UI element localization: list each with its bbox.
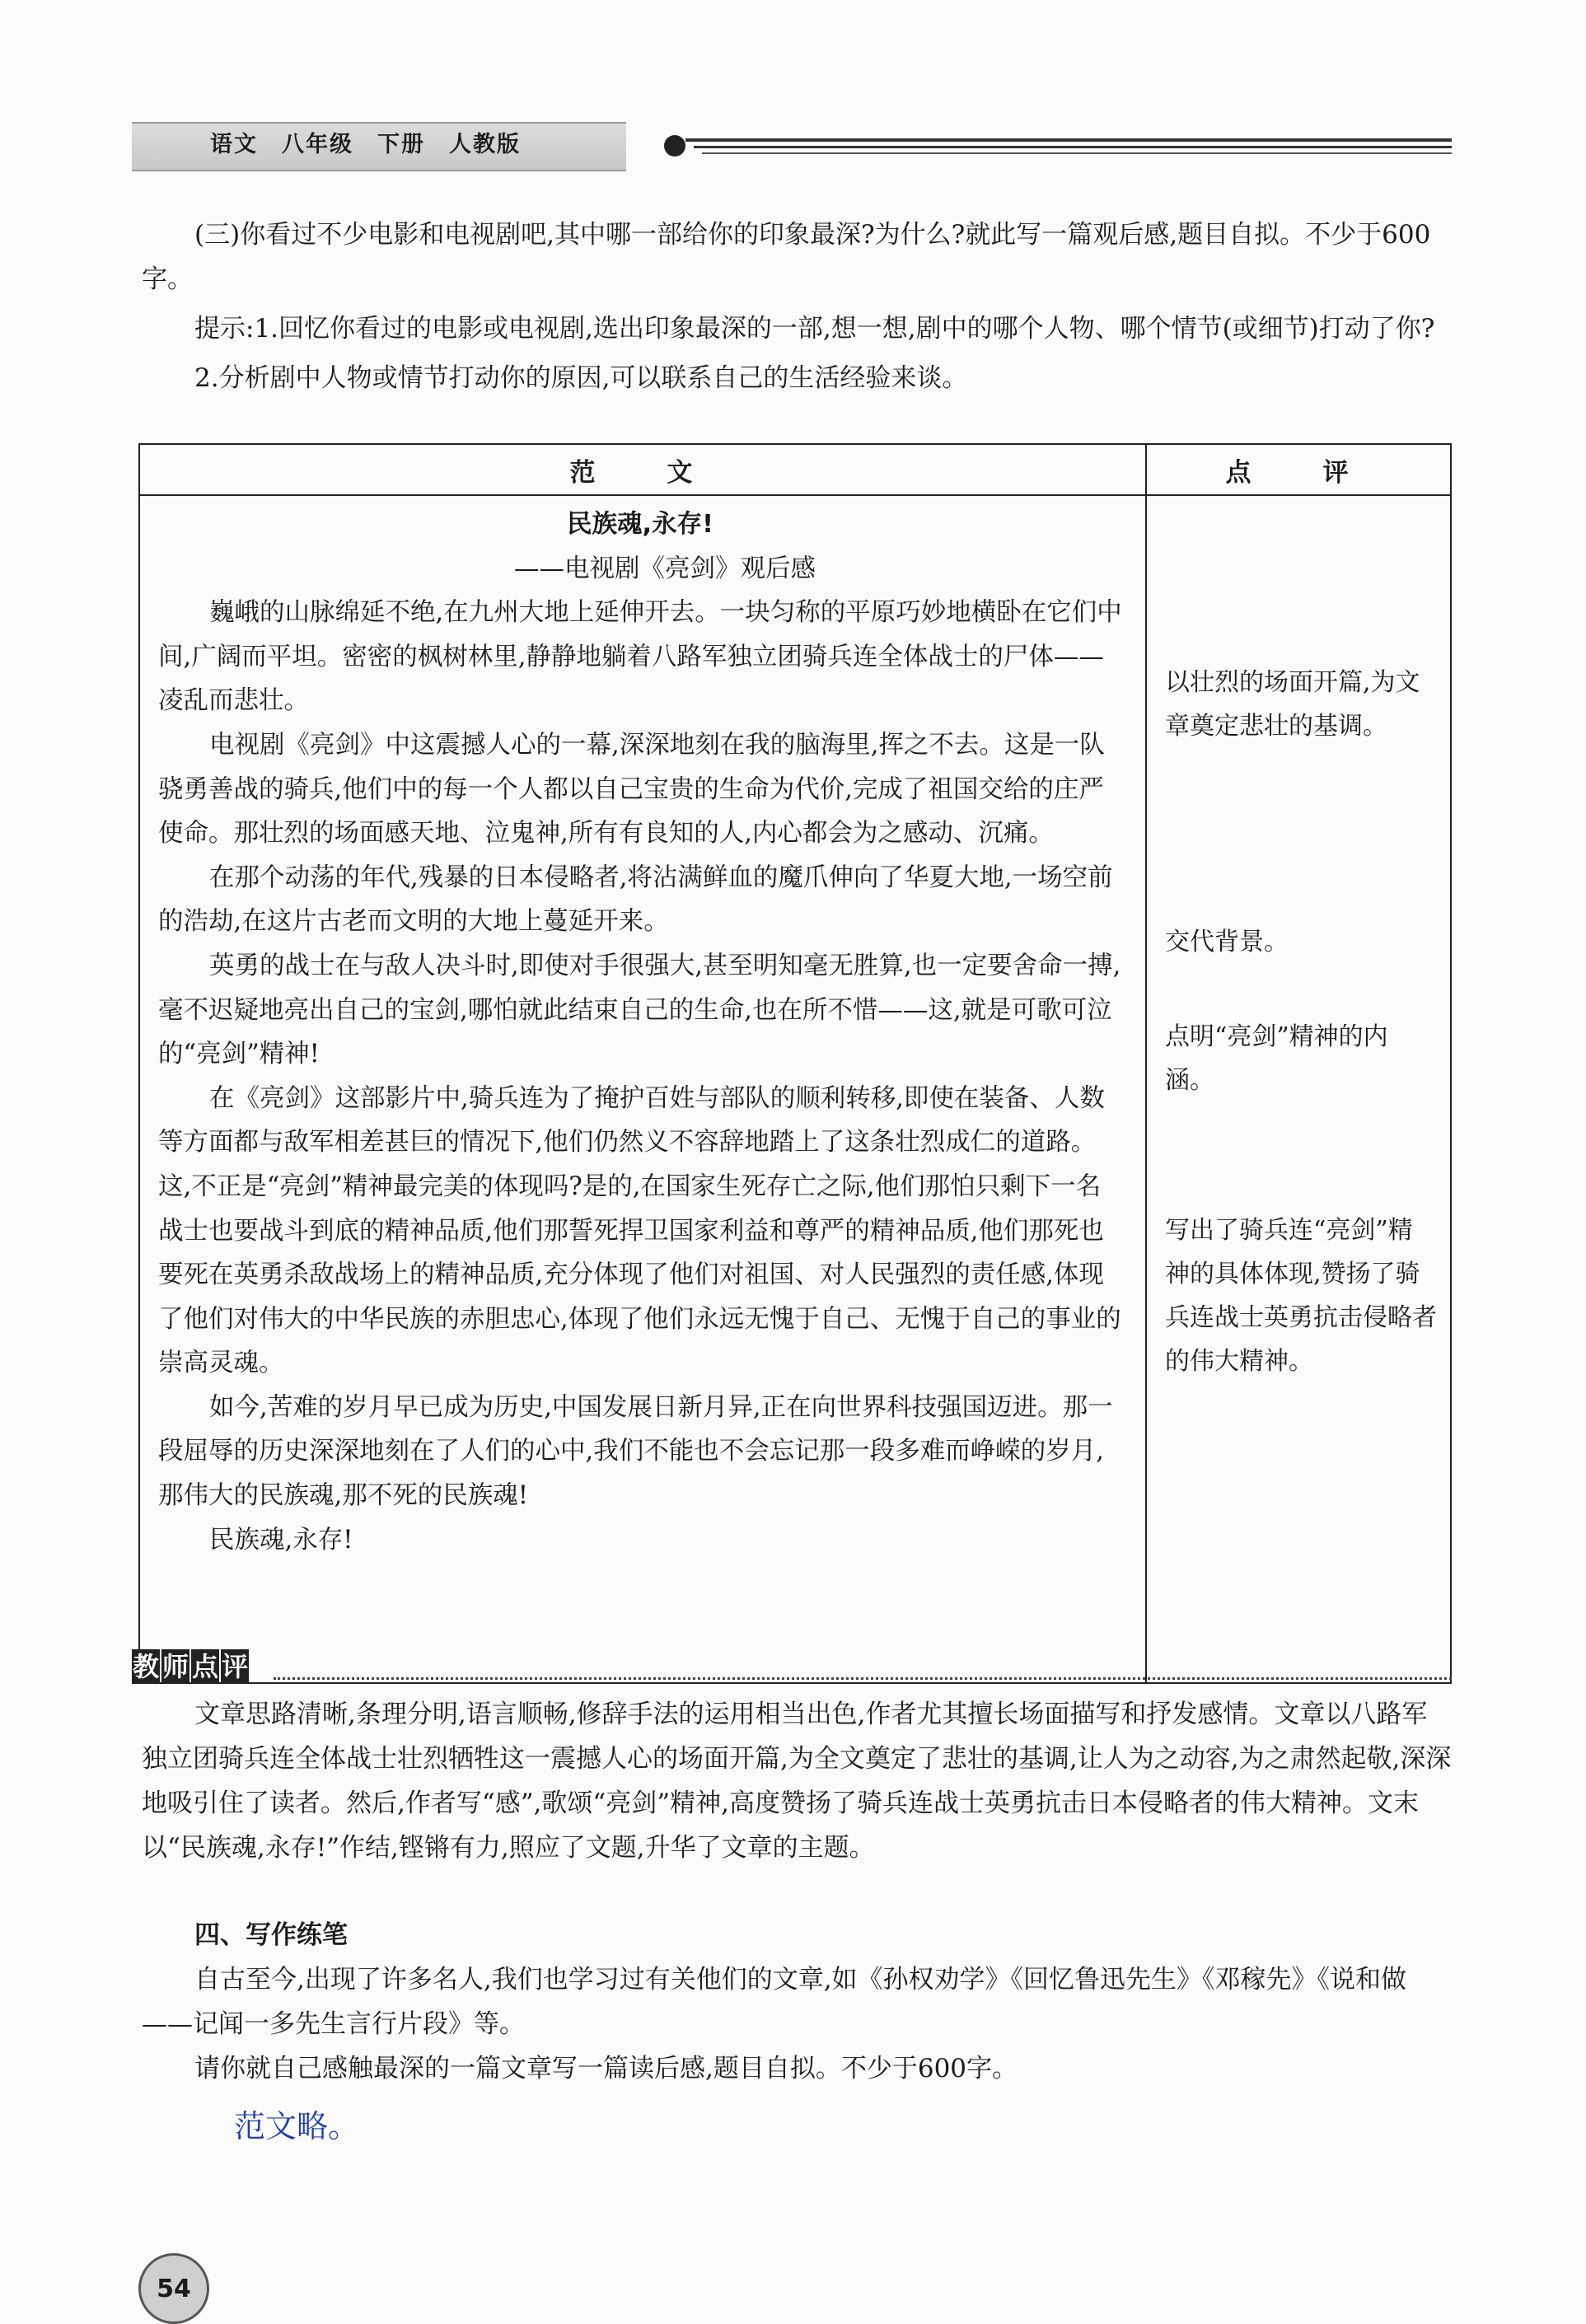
page-number-badge: 54 bbox=[138, 2253, 209, 2324]
label-char: 评 bbox=[221, 1651, 248, 1682]
essay-paragraph: 英勇的战士在与敌人决斗时,即使对手很强大,甚至明知毫无胜算,也一定要舍命一搏,毫不迟疑地亮出自己的宝剑,哪怕就此结束自己的生命,也在所不惜——这,就是可歌可泣的“亮剑”精神! bbox=[158, 951, 1121, 1069]
section4-p2: 请你就自己感触最深的一篇文章写一篇读后感,题目自拟。不少于600字。 bbox=[194, 2054, 1018, 2083]
column-header-comment: 点 评 bbox=[1146, 444, 1451, 495]
task3-block bbox=[142, 213, 1452, 400]
label-char: 师 bbox=[161, 1651, 189, 1682]
essay-paragraph: 如今,苦难的岁月早已成为历史,中国发展日新月异,正在向世界科技强国迈进。那一段屈辱的历史深深地刻在了人们的心中,我们不能也不会忘记那一段多难而峥嵘的岁月,那伟大的民族魂,那不死的民族魂! bbox=[158, 1392, 1113, 1511]
header-title: 语文 八年级 下册 人教版 bbox=[210, 132, 521, 157]
task3-prompt: (三)你看过不少电影和电视剧吧,其中哪一部给你的印象最深?为什么?就此写一篇观后感,题目自拟。不少于600字。 bbox=[142, 220, 1431, 294]
essay-cell bbox=[139, 495, 1146, 1683]
section4-block bbox=[142, 1913, 1452, 2091]
label-char: 教 bbox=[132, 1651, 159, 1682]
task3-hint1: 提示:1.回忆你看过的电影或电视剧,选出印象最深的一部,想一想,剧中的哪个人物、哪个情节(或细节)打动了你? bbox=[194, 314, 1435, 344]
comment-2: 交代背景。 bbox=[1165, 928, 1289, 956]
comment-3: 点明“亮剑”精神的内涵。 bbox=[1165, 1022, 1388, 1095]
teacher-comment-text: 文章思路清晰,条理分明,语言顺畅,修辞手法的运用相当出色,作者尤其擅长场面描写和抒发感情。文章以八路军独立团骑兵连全体战士壮烈牺牲这一震撼人心的场面开篇,为全文奠定了悲壮的基调,让人为之动容,为之肃然起敬,深深地吸引住了读者。然后,作者写“感”,歌颂“亮剑”精神,高度赞扬了骑兵连战士英勇抗击日本侵略者的伟大精神。文末以“民族魂,永存!”作结,铿锵有力,照应了文题,升华了文章的主题。 bbox=[142, 1700, 1452, 1863]
teacher-comment-block bbox=[142, 1692, 1452, 1870]
essay-paragraph: 巍峨的山脉绵延不绝,在九州大地上延伸开去。一块匀称的平原巧妙地横卧在它们中间,广阔而平坦。密密的枫树林里,静静地躺着八路军独立团骑兵连全体战士的尸体——凌乱而悲壮。 bbox=[158, 598, 1122, 716]
section4-p1: 自古至今,出现了许多名人,我们也学习过有关他们的文章,如《孙权劝学》《回忆鲁迅先生》《邓稼先》《说和做——记闻一多先生言行片段》等。 bbox=[142, 1965, 1407, 2039]
comment-1: 以壮烈的场面开篇,为文章奠定悲壮的基调。 bbox=[1165, 668, 1420, 741]
handwritten-answer: 范文略。 bbox=[234, 2108, 360, 2144]
essay-paragraph: 民族魂,永存! bbox=[209, 1525, 353, 1555]
task3-hint2: 2.分析剧中人物或情节打动你的原因,可以联系自己的生活经验来谈。 bbox=[194, 363, 968, 393]
section4-heading: 四、写作练笔 bbox=[194, 1920, 348, 1950]
essay-table bbox=[138, 443, 1452, 1684]
header-rule bbox=[685, 138, 1452, 158]
teacher-comment-label bbox=[132, 1649, 250, 1684]
essay-body bbox=[158, 503, 1122, 1562]
essay-paragraph: 在那个动荡的年代,残暴的日本侵略者,将沾满鲜血的魔爪伸向了华夏大地,一场空前的浩劫,在这片古老而文明的大地上蔓延开来。 bbox=[158, 863, 1113, 937]
header-dot-icon bbox=[664, 135, 685, 157]
essay-subtitle: ——电视剧《亮剑》观后感 bbox=[514, 554, 816, 583]
comment-cell bbox=[1146, 495, 1451, 1683]
label-char: 点 bbox=[191, 1651, 218, 1682]
essay-paragraph: 电视剧《亮剑》中这震撼人心的一幕,深深地刻在我的脑海里,挥之不去。这是一队骁勇善战的骑兵,他们中的每一个人都以自己宝贵的生命为代价,完成了祖国交给的庄严使命。那壮烈的场面感天地、泣鬼神,所有有良知的人,内心都会为之感动、沉痛。 bbox=[158, 730, 1105, 849]
essay-title: 民族魂,永存! bbox=[567, 510, 713, 539]
column-header-essay: 范 文 bbox=[139, 444, 1146, 495]
comment-4: 写出了骑兵连“亮剑”精神的具体体现,赞扬了骑兵连战士英勇抗击侵略者的伟大精神。 bbox=[1165, 1216, 1437, 1376]
essay-paragraph: 在《亮剑》这部影片中,骑兵连为了掩护百姓与部队的顺利转移,即使在装备、人数等方面都与敌军相差甚巨的情况下,他们仍然义不容辞地踏上了这条壮烈成仁的道路。这,不正是“亮剑”精神最完美的体现吗?是的,在国家生死存亡之际,他们那怕只剩下一名战士也要战斗到底的精神品质,他们那誓死捍卫国家利益和尊严的精神品质,他们那死也要死在英勇杀敌战场上的精神品质,充分体现了他们对祖国、对人民强烈的责任感,体现了他们对伟大的中华民族的赤胆忠心,体现了他们永远无愧于自己、无愧于自己的事业的崇高灵魂。 bbox=[158, 1083, 1121, 1378]
dotted-divider bbox=[274, 1677, 1452, 1680]
